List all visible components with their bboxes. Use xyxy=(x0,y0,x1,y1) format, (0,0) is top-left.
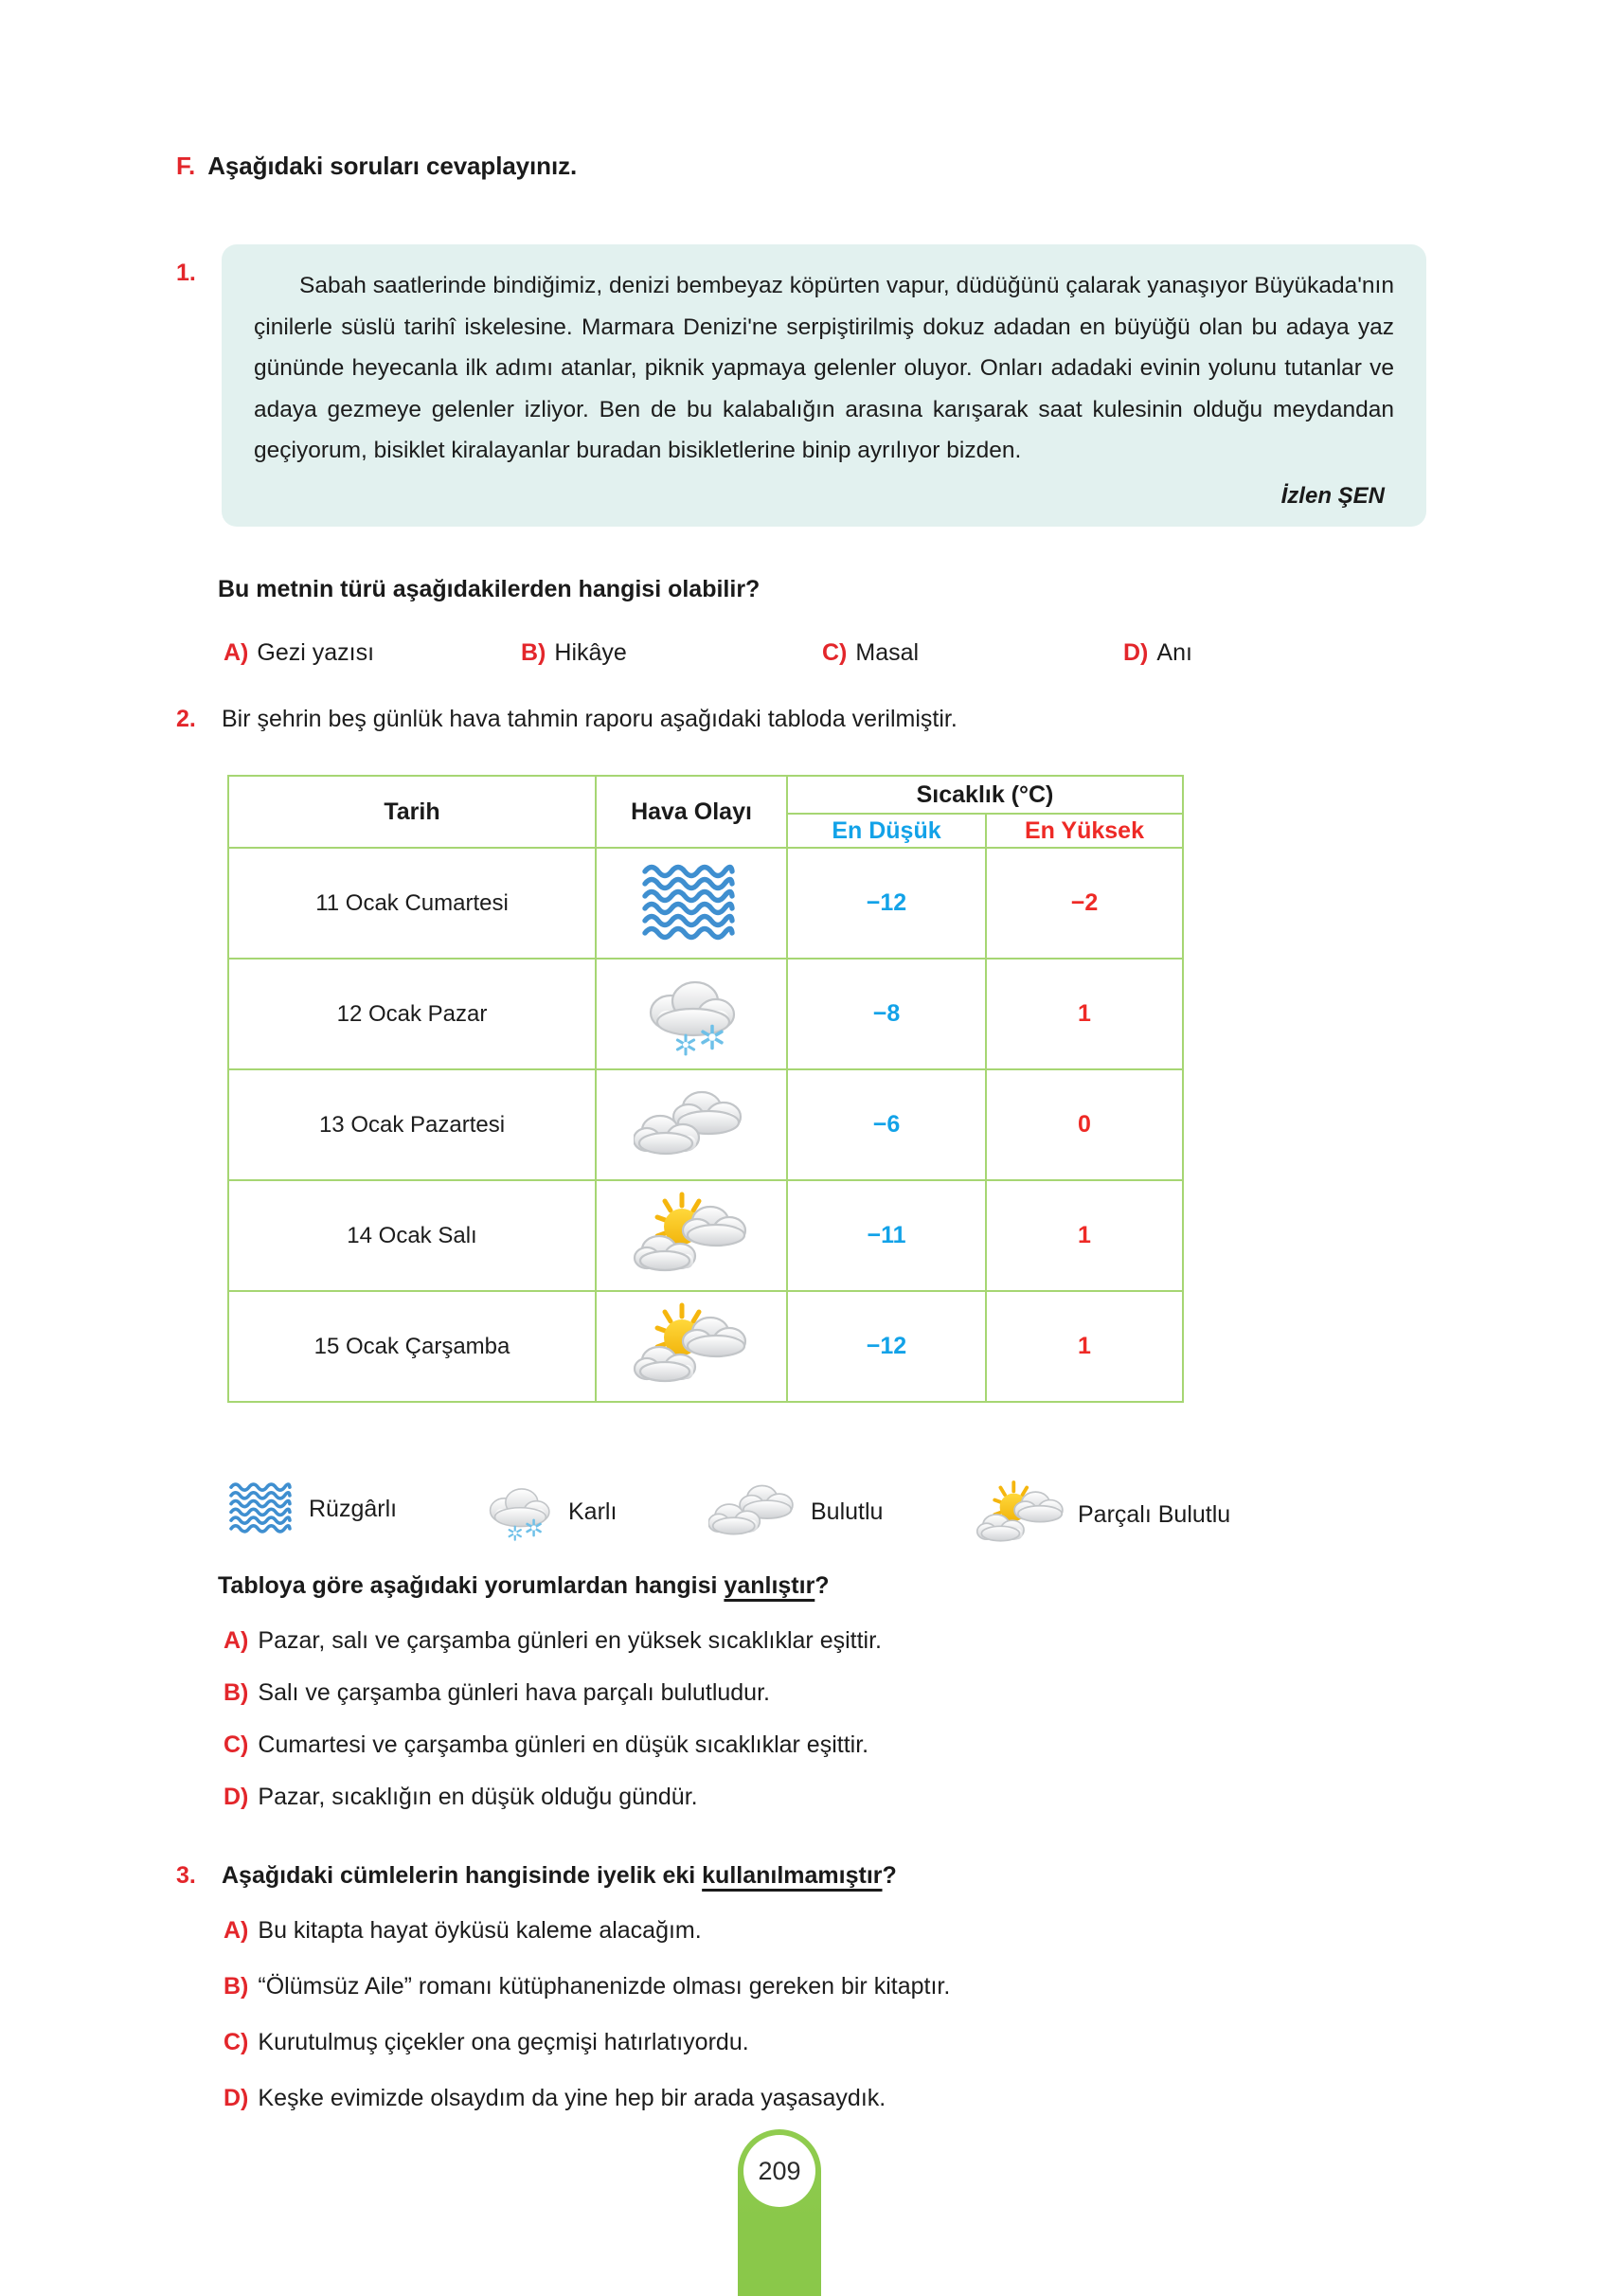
legend-item-windy xyxy=(227,1480,397,1538)
windy-icon xyxy=(597,849,786,958)
weather-legend xyxy=(227,1480,1440,1555)
option-b-letter: B) xyxy=(521,639,546,666)
question-2-prompt-underlined: yanlıştır xyxy=(724,1572,815,1599)
option-b[interactable] xyxy=(224,1679,1426,1707)
option-b-letter: B) xyxy=(224,1973,249,2000)
option-c[interactable] xyxy=(224,1731,1426,1759)
option-c[interactable] xyxy=(822,639,919,667)
option-b-text: “Ölümsüz Aile” romanı kütüphanenizde olması gereken bir kitaptır. xyxy=(258,1973,951,2000)
option-a-letter: A) xyxy=(224,639,249,666)
cell-high-temp: 1 xyxy=(986,1180,1183,1291)
option-a-text: Gezi yazısı xyxy=(257,639,375,666)
question-2-prompt-after: ? xyxy=(814,1572,830,1599)
question-1-prompt: Bu metnin türü aşağıdakilerden hangisi olabilir? xyxy=(218,576,761,602)
option-a-text: Pazar, salı ve çarşamba günleri en yüksek sıcaklıklar eşittir. xyxy=(258,1627,882,1654)
page-number: 209 xyxy=(743,2135,815,2207)
option-a-letter: A) xyxy=(224,1917,249,1944)
page-footer-tab xyxy=(738,2129,821,2296)
section-letter: F. xyxy=(176,152,196,180)
question-1 xyxy=(176,244,1426,527)
cloudy-icon xyxy=(708,1480,799,1544)
header-event: Hava Olayı xyxy=(596,776,787,848)
option-d-text: Anı xyxy=(1156,639,1192,666)
option-a[interactable] xyxy=(224,1917,1426,1945)
cell-low-temp: −12 xyxy=(787,848,986,959)
section-title: Aşağıdaki soruları cevaplayınız. xyxy=(207,152,578,180)
question-3-prompt-underlined: kullanılmamıştır xyxy=(702,1862,883,1889)
cell-low-temp: −6 xyxy=(787,1069,986,1180)
option-a-text: Bu kitapta hayat öyküsü kaleme alacağım. xyxy=(258,1917,702,1944)
option-b-letter: B) xyxy=(224,1679,249,1706)
cell-weather-icon xyxy=(596,1069,787,1180)
passage-text: Sabah saatlerinde bindiğimiz, denizi bembeyaz köpürten vapur, düdüğünü çalarak yanaşıyor Büyükada'nın çinilerle süslü tarihî iskelesine. Marmara Denizi'ne serpiştirilmiş dokuz adadan en büyüğü olan bu adaya yaz gününde heyecanla ilk adımı atanlar, piknik yapmaya gelenler oluyor. Onları adadaki evinin yolunu tutanlar ve adaya gezmeye gelenler izliyor. Ben de bu kalabalığın arasına karışarak saat kulesinin olduğu meydandan geçiyorum, bisiklet kiralayanlar buradan bisikletlerine binip ayrılıyor bizden. xyxy=(254,273,1394,463)
option-c-text: Masal xyxy=(855,639,920,666)
question-3-number: 3. xyxy=(176,1862,196,1889)
snowy-icon xyxy=(597,960,786,1068)
cloudy-icon xyxy=(597,1070,786,1179)
cell-weather-icon xyxy=(596,848,787,959)
question-3 xyxy=(176,1862,897,1890)
option-d-letter: D) xyxy=(1123,639,1149,666)
legend-item-cloudy xyxy=(708,1480,883,1544)
partly-cloudy-icon xyxy=(597,1292,786,1401)
passage-author: İzlen ŞEN xyxy=(1280,482,1385,509)
option-c-letter: C) xyxy=(822,639,848,666)
cell-weather-icon xyxy=(596,959,787,1069)
table-header-row-1 xyxy=(228,776,1183,814)
cell-date: 11 Ocak Cumartesi xyxy=(228,848,596,959)
legend-label-cloudy: Bulutlu xyxy=(811,1498,884,1525)
cell-high-temp: 1 xyxy=(986,1291,1183,1402)
cell-high-temp: 0 xyxy=(986,1069,1183,1180)
question-1-number: 1. xyxy=(176,260,196,286)
header-date: Tarih xyxy=(228,776,596,848)
cell-low-temp: −12 xyxy=(787,1291,986,1402)
cell-date: 14 Ocak Salı xyxy=(228,1180,596,1291)
legend-label-windy: Rüzgârlı xyxy=(309,1495,398,1522)
option-d[interactable] xyxy=(224,2085,1426,2112)
question-3-prompt-before: Aşağıdaki cümlelerin hangisinde iyelik eki xyxy=(222,1862,703,1889)
option-c-text: Kurutulmuş çiçekler ona geçmişi hatırlatıyordu. xyxy=(258,2029,749,2055)
option-c[interactable] xyxy=(224,2029,1426,2056)
question-2-intro: Bir şehrin beş günlük hava tahmin raporu aşağıdaki tabloda verilmiştir. xyxy=(222,706,958,732)
option-a[interactable] xyxy=(224,639,374,667)
option-d-text: Keşke evimizde olsaydım da yine hep bir arada yaşasaydık. xyxy=(258,2085,886,2111)
cell-weather-icon xyxy=(596,1180,787,1291)
header-high: En Yüksek xyxy=(986,814,1183,848)
table-row xyxy=(228,1291,1183,1402)
header-temperature-group: Sıcaklık (°C) xyxy=(787,776,1183,814)
question-1-options xyxy=(224,639,1445,677)
option-d-text: Pazar, sıcaklığın en düşük olduğu gündür. xyxy=(258,1784,698,1810)
snowy-icon xyxy=(481,1480,557,1544)
cell-date: 15 Ocak Çarşamba xyxy=(228,1291,596,1402)
cell-date: 13 Ocak Pazartesi xyxy=(228,1069,596,1180)
cell-low-temp: −8 xyxy=(787,959,986,1069)
question-2 xyxy=(176,706,958,733)
question-3-prompt xyxy=(222,1862,897,1890)
legend-label-snowy: Karlı xyxy=(568,1498,618,1525)
legend-item-partly-cloudy xyxy=(976,1480,1230,1550)
table-row xyxy=(228,1069,1183,1180)
question-2-prompt-before: Tabloya göre aşağıdaki yorumlardan hangisi xyxy=(218,1572,725,1599)
option-b[interactable] xyxy=(224,1973,1426,2000)
table-row xyxy=(228,1180,1183,1291)
option-a-letter: A) xyxy=(224,1627,249,1654)
cell-weather-icon xyxy=(596,1291,787,1402)
question-2-prompt xyxy=(218,1572,830,1600)
section-heading xyxy=(176,152,577,181)
question-3-prompt-after: ? xyxy=(882,1862,897,1889)
table-row xyxy=(228,959,1183,1069)
option-d-letter: D) xyxy=(224,1784,249,1810)
option-d[interactable] xyxy=(224,1784,1426,1811)
option-b[interactable] xyxy=(521,639,627,667)
partly-cloudy-icon xyxy=(597,1181,786,1290)
question-2-options xyxy=(224,1627,1426,1836)
option-b-text: Hikâye xyxy=(554,639,627,666)
option-a[interactable] xyxy=(224,1627,1426,1655)
cell-high-temp: −2 xyxy=(986,848,1183,959)
table-row xyxy=(228,848,1183,959)
question-2-number: 2. xyxy=(176,706,196,732)
legend-label-partly-cloudy: Parçalı Bulutlu xyxy=(1078,1500,1231,1528)
reading-passage-box xyxy=(222,244,1426,527)
cell-low-temp: −11 xyxy=(787,1180,986,1291)
windy-icon xyxy=(227,1480,297,1538)
partly-cloudy-icon xyxy=(976,1480,1066,1550)
option-b-text: Salı ve çarşamba günleri hava parçalı bulutludur. xyxy=(258,1679,770,1706)
option-d[interactable] xyxy=(1123,639,1192,667)
option-c-text: Cumartesi ve çarşamba günleri en düşük sıcaklıklar eşittir. xyxy=(258,1731,869,1758)
weather-forecast-table xyxy=(227,775,1184,1403)
option-c-letter: C) xyxy=(224,2029,249,2055)
cell-high-temp: 1 xyxy=(986,959,1183,1069)
header-low: En Düşük xyxy=(787,814,986,848)
legend-item-snowy xyxy=(481,1480,617,1544)
cell-date: 12 Ocak Pazar xyxy=(228,959,596,1069)
option-c-letter: C) xyxy=(224,1731,249,1758)
question-3-options xyxy=(224,1917,1426,2141)
option-d-letter: D) xyxy=(224,2085,249,2111)
